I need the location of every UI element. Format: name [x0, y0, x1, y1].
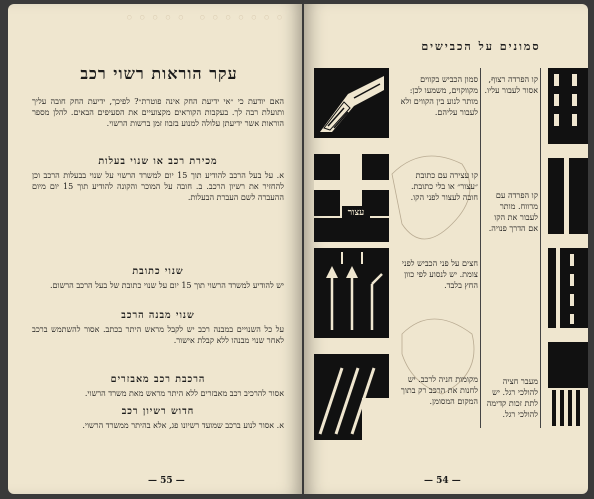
marking-text-2: קו עצירה עם כתובת ״עצור״ או בלי כתובת. חובה לעצור לפני הקו.: [410, 171, 478, 202]
road-marking-illustrations: [314, 68, 389, 440]
marking-text-6: קו הפרדה עם מרווח. מותר לעבור את הקו אם הדרך פנויה.: [488, 191, 538, 233]
column-divider: [540, 68, 541, 428]
crosswalk-icon: [548, 342, 588, 428]
lane-arrows-icon: [314, 248, 389, 338]
section-title-assembly: הרכבת רכב מאבזרים: [110, 374, 206, 385]
curve-marking-icon: [314, 68, 389, 138]
marking-text-7: מעבר חציה להולכי רגל. יש לתת זכות קדימה להולכי רגל.: [486, 377, 538, 419]
page-title: סמונים על הכבישים: [421, 40, 541, 53]
page-55: [8, 4, 302, 494]
marking-text-5: קו הפרדה רצוף, אסור לעבור עליו.: [484, 75, 538, 95]
section-text-sale: א. על בעל הרכב להודיע תוך 15 יום למשרד הרשוי על שנוי בבעלות הרכב וכן להחזיר את רשיון הרכב. ב. חובה על המוכר והקונה להודיע תוך 15 יום מיום ההעברה לשם העברת הבעלות.: [32, 171, 285, 202]
section-title-renewal: חדוש רשיון רכב: [121, 406, 195, 417]
section-title-address: שנוי כתובת: [132, 266, 184, 277]
broken-divider-icon: [548, 248, 588, 328]
page-heading: עקר הוראות רשוי רכב: [80, 64, 238, 83]
open-booklet: [8, 4, 588, 494]
section-text-renewal: א. אסור לנוע ברכב שמועד רשיונו פג, אלא בהיתר ממשרד הרשוי.: [82, 421, 284, 430]
solid-divider-icon: [548, 158, 588, 234]
section-text-address: יש להודיע למשרד הרשוי תוך 15 יום על שנוי כתובת של בעל הרכב הרשום.: [50, 281, 284, 290]
column-divider: [480, 68, 481, 428]
marking-text-1: סמון הכביש בקווים מקווקוים, משמעו לכן: מותר לנוע בין הקווים ולא לעבור עליהם.: [400, 75, 478, 117]
section-text-structure: על כל השנויים במבנה רכב יש לקבל מראש היתר בכתב. אסור להשתמש ברכב לאחר שנוי מבנהו ללא קבלת אישור.: [32, 325, 284, 345]
dashed-lane-icon: [548, 68, 588, 144]
marking-text-4: מקומות חניה לרכב. יש לחנות את הרכב רק בתוך המקום המסומן.: [400, 375, 478, 406]
bleed-through-title: ◦◦◦◦◦◦◦ ◦◦◦◦◦: [125, 9, 288, 27]
page-54: [304, 4, 588, 494]
marking-text-3: חצים על פני הכביש לפני צומת. יש לנסוע לפי כוון החץ בלבד.: [401, 259, 478, 290]
parking-slots-icon: [314, 354, 389, 440]
section-title-structure: שנוי מבנה הרכב: [121, 310, 195, 321]
stop-line-icon: [314, 154, 389, 242]
section-text-assembly: אסור להרכיב רכב מאבזרים ללא היתר מראש מאת משרד הרשוי.: [84, 389, 284, 398]
stop-label: עצור: [342, 206, 370, 220]
lane-marking-strip: [544, 68, 588, 428]
page-number-left: — 55 —: [148, 476, 185, 486]
section-title-sale: מכירת רכב או שנוי בעלות: [98, 156, 218, 167]
intro-paragraph: האם יודעת כי ״אי ידיעת החק אינה פוטרת״? לפיכך, ידיעת החק חובה עליך ותועלת רבה לך. בעקבות הקוראים מקצועיים את הסעיפים הבאים. להלן מספר הוראות אשר ידיעתן עלולה למנוע בזבוז זמן ברשות הרשוי.: [32, 97, 284, 128]
page-number-right: — 54 —: [424, 476, 461, 486]
